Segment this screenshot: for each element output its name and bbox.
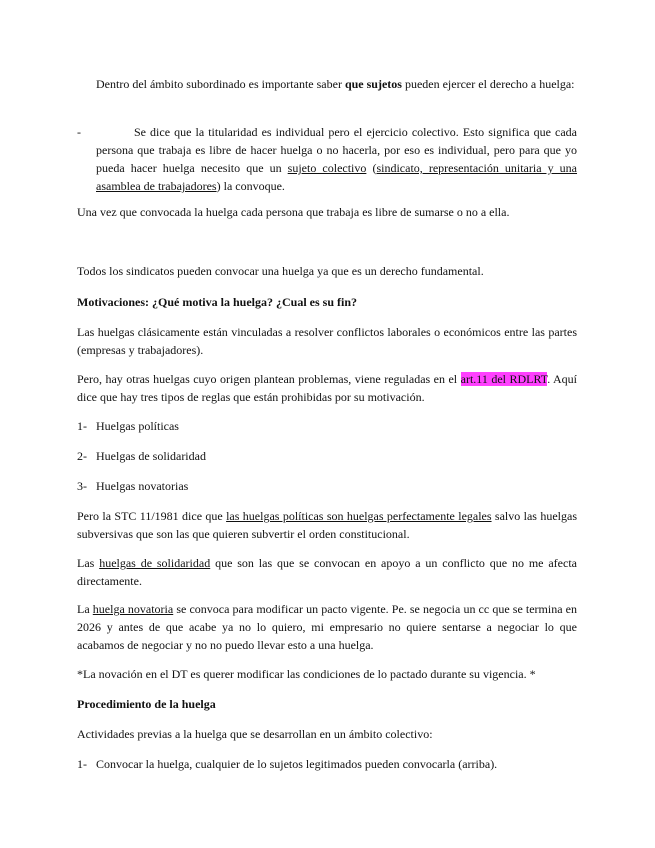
novacion-note: *La novación en el DT es querer modificar las condiciones de lo pactado durante su vigencia. * [77,667,536,681]
novatoria-text-1: La [77,602,93,616]
bullet-underline-1: sujeto colectivo [287,161,367,175]
solidaridad-text-2: que son las que se convocan en apoyo a un conflicto que no me afecta directamente. [77,556,577,588]
intro-bold: que sujetos [344,77,402,91]
otras-text-1: Pero, hay otras huelgas cuyo origen plantean problemas, viene reguladas en el [77,372,461,386]
solidaridad-paragraph [77,554,577,590]
convocada-paragraph: Una vez que convocada la huelga cada persona que trabaja es libre de sumarse o no a ella. [77,205,510,219]
list-number: 2- [77,449,87,463]
list-number: 1- [77,419,87,433]
list-text: Huelgas de solidaridad [96,449,206,463]
otras-text-2: . Aquí dice que hay tres tipos de reglas que están prohibidas por su motivación. [77,372,578,404]
list-item-tipo-3 [77,477,577,495]
list-text: Huelgas políticas [96,419,179,433]
novatoria-text-2: se convoca para modificar un pacto vigente. Pe. se negocia un cc que se termina en 2026 y antes de que acabe ya no lo quiero, mi empresario no quiere sentarse a negociar lo que acabamos de negociar y no no puedo llevar esto a una huelga. [77,602,577,652]
clasicas-paragraph: Las huelgas clásicamente están vinculadas a resolver conflictos laborales o económicos entre las partes (empresas y trabajadores). [77,325,577,357]
bullet-marker: - [77,125,81,139]
stc-underline: las huelgas políticas son huelgas perfectamente legales [226,509,492,523]
bullet-text-2: ( [366,161,377,175]
sindicatos-paragraph: Todos los sindicatos pueden convocar una huelga ya que es un derecho fundamental. [77,264,484,278]
bullet-text-1: Se dice que la titularidad es individual pero el ejercicio colectivo. Esto significa que cada persona que trabaja es libre de hacer huelga o no hacerla, por eso es individual, pero para que yo pueda hacer huelga necesito que un [96,125,577,175]
otras-paragraph [77,370,577,406]
list-text: Huelgas novatorias [96,479,189,493]
stc-paragraph [77,507,577,543]
intro-paragraph [96,75,577,93]
bullet-text-3: ) la convoque. [216,179,285,193]
list-item-procedimiento-1 [77,755,577,773]
list-number: 3- [77,479,87,493]
heading-motivaciones: Motivaciones: ¿Qué motiva la huelga? ¿Cual es su fin? [77,295,358,309]
stc-text-2: salvo las huelgas subversivas que son las que quieren subvertir el orden constitucional. [77,509,577,541]
list-text: Convocar la huelga, cualquier de lo sujetos legitimados pueden convocarla (arriba). [96,757,498,771]
solidaridad-underline: huelgas de solidaridad [99,556,211,570]
stc-text-1: Pero la STC 11/1981 dice que [77,509,227,523]
solidaridad-text-1: Las [77,556,100,570]
actividades-paragraph: Actividades previas a la huelga que se desarrollan en un ámbito colectivo: [77,727,433,741]
intro-text-1: Dentro del ámbito subordinado es importante saber [96,77,345,91]
list-item-tipo-1 [77,417,577,435]
bullet-underline-2: sindicato, representación unitaria y una asamblea de trabajadores [96,161,578,193]
novatoria-underline: huelga novatoria [92,602,174,616]
list-number: 1- [77,757,87,771]
list-item-tipo-2 [77,447,577,465]
intro-text-2: pueden ejercer el derecho a huelga: [401,77,575,91]
otras-highlight: art.11 del RDLRT [460,372,548,386]
novatoria-paragraph [77,600,577,654]
heading-procedimiento: Procedimiento de la huelga [77,697,216,711]
bullet-paragraph [96,123,577,195]
